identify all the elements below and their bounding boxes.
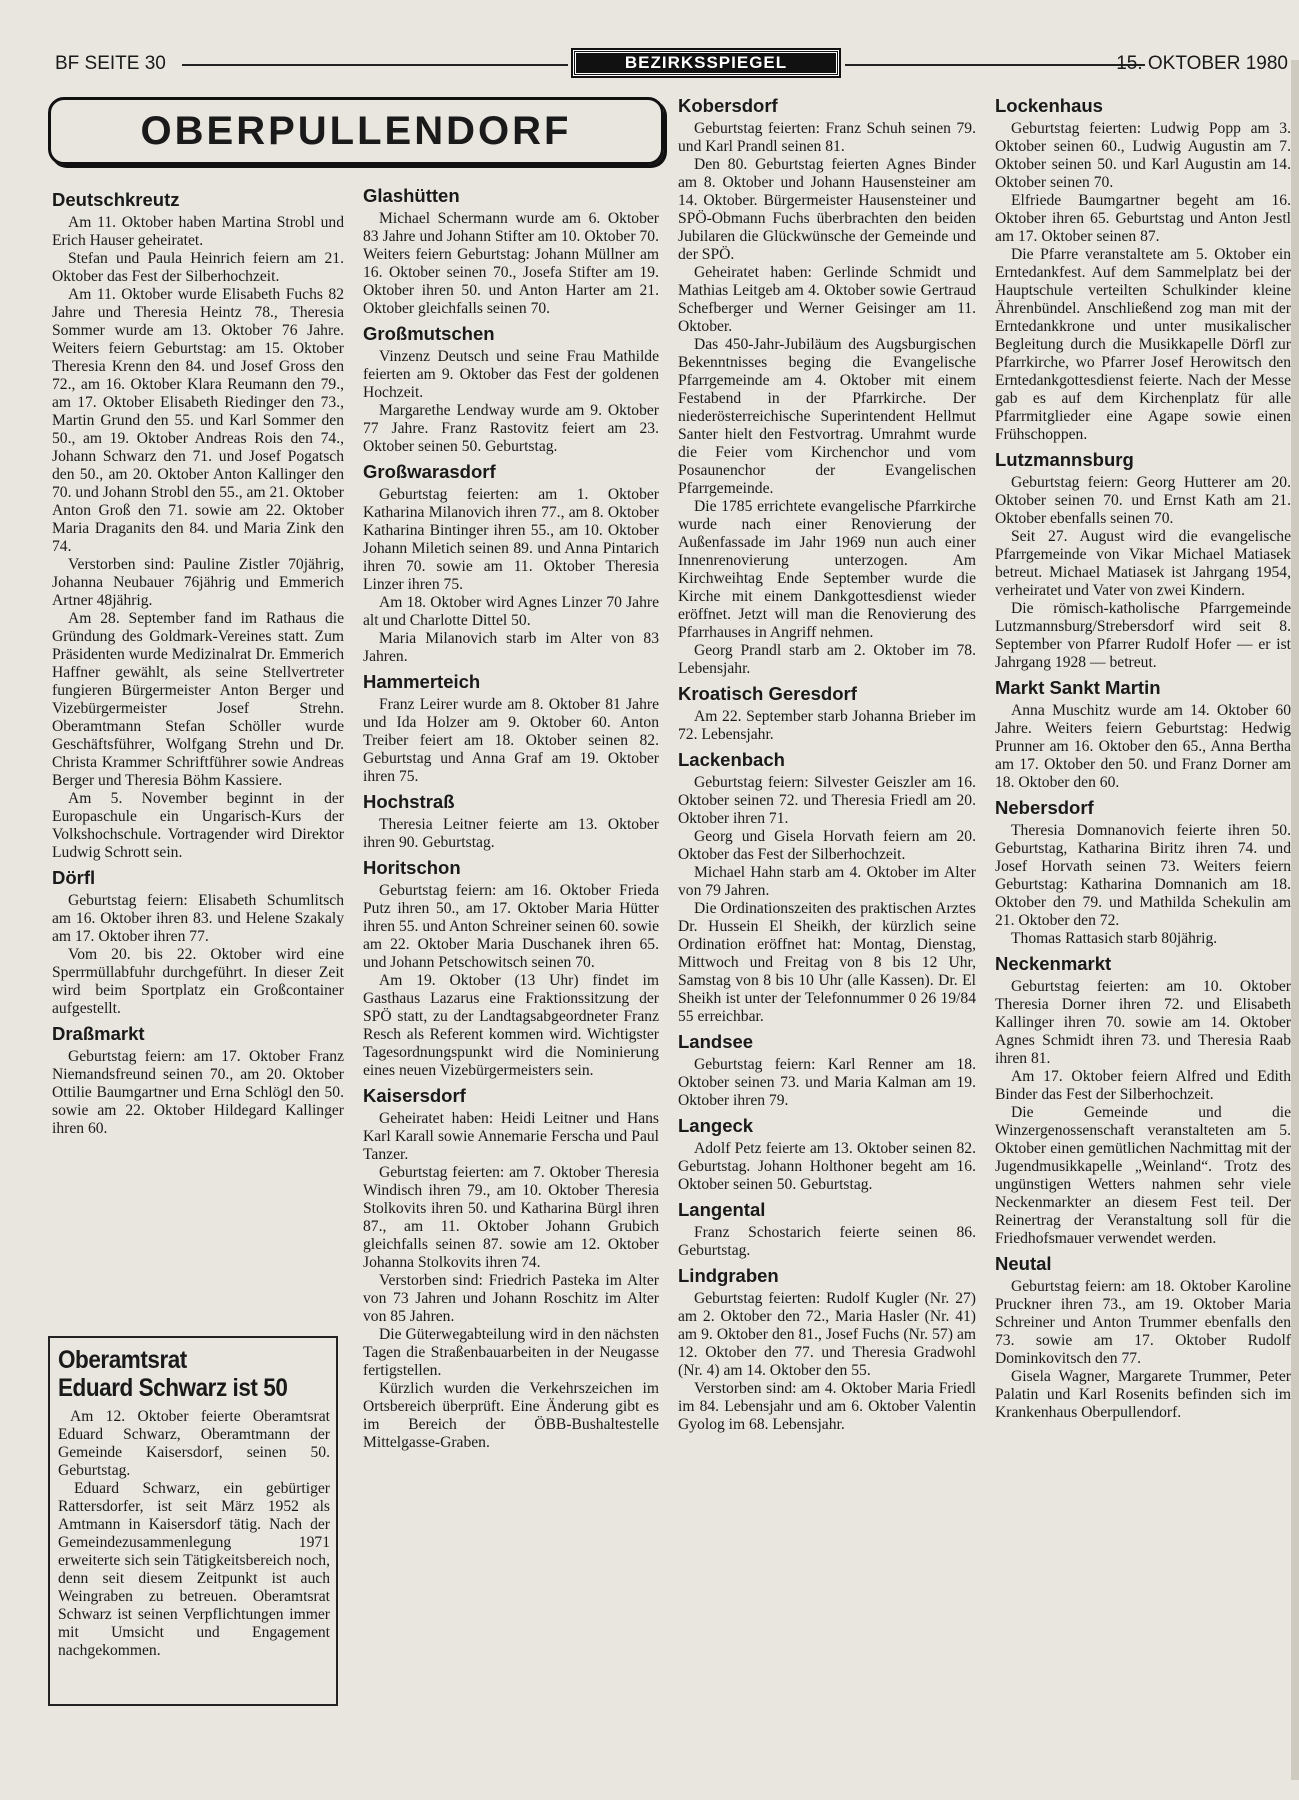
district-title-text: OBERPULLENDORF	[140, 109, 572, 153]
article-paragraph: Geburtstag feierten: am 1. Oktober Katharina Milanovich ihren 77., am 8. Oktober Katharina Bintinger ihren 55., am 10. Oktober Johann Miletich seinen 89. und Anna Pintarich ihren 70. sowie am 11. Oktober Theresia Linzer ihren 75.	[363, 486, 659, 593]
article-heading: Markt Sankt Martin	[995, 677, 1161, 698]
article-paragraph: Geburtstag feierten: Franz Schuh seinen 79. und Karl Prandl seinen 81.	[678, 120, 976, 155]
article-paragraph: Theresia Leitner feierte am 13. Oktober ihren 90. Geburtstag.	[363, 816, 659, 851]
article-paragraph: Am 5. November beginnt in der Europaschule ein Ungarisch-Kurs der Volkshochschule. Vortragender wird Direktor Ludwig Schrott sein.	[52, 790, 344, 861]
article-paragraph: Am 18. Oktober wird Agnes Linzer 70 Jahre alt und Charlotte Dittel 50.	[363, 594, 659, 629]
feature-paragraph: Am 12. Oktober feierte Oberamtsrat Eduard Schwarz, Oberamtmann der Gemeinde Kaisersdorf, seinen 50. Geburtstag.	[58, 1408, 330, 1479]
article-paragraph: Franz Leirer wurde am 8. Oktober 81 Jahre und Ida Holzer am 9. Oktober 60. Anton Treiber feiert am 18. Oktober seinen 82. Geburtstag und Anna Graf am 19. Oktober ihren 75.	[363, 696, 659, 785]
article-paragraph: Geburtstag feiern: am 17. Oktober Franz Niemandsfreund seinen 70., am 20. Oktober Ottilie Baumgartner und Erna Schlögl den 50. sowie am 22. Oktober Hildegard Kallinger ihren 60.	[52, 1048, 344, 1137]
header-rule-left	[182, 64, 568, 66]
article-paragraph: Die Gemeinde und die Winzergenossenschaft veranstalteten am 5. Oktober einen gemütlichen Nachmittag mit der Jugendmusikkapelle „Weinland“. Trotz des ungünstigen Wetters nahmen sehr viele Neckenmarkter an diesem Fest teil. Der Reinertrag der Veranstaltung soll für die Friedhofsmauer verwendet werden.	[995, 1104, 1291, 1247]
column-1	[52, 184, 344, 1138]
article-paragraph: Am 22. September starb Johanna Brieber im 72. Lebensjahr.	[678, 708, 976, 743]
article-paragraph: Geburtstag feiern: Silvester Geiszler am 16. Oktober seinen 72. und Theresia Friedl am 20. Oktober ihren 71.	[678, 774, 976, 827]
feature-box	[48, 1336, 338, 1706]
article-paragraph: Die römisch-katholische Pfarrgemeinde Lutzmannsburg/Strebersdorf wird seit 8. September von Pfarrer Rudolf Hofer — er ist Jahrgang 1928 — betreut.	[995, 600, 1291, 671]
article-paragraph: Geburtstag feierten: Rudolf Kugler (Nr. 27) am 2. Oktober den 72., Maria Hasler (Nr. 41) am 9. Oktober den 81., Josef Fuchs (Nr. 57) am 12. Oktober den 77. und Theresia Gradwohl (Nr. 4) am 14. Oktober den 55.	[678, 1290, 976, 1379]
page-header	[40, 50, 1288, 80]
article-paragraph: Verstorben sind: Friedrich Pasteka im Alter von 73 Jahren und Johann Roschitz im Alter von 85 Jahren.	[363, 1272, 659, 1325]
article-paragraph: Verstorben sind: Pauline Zistler 70jährig, Johanna Neubauer 76jährig und Emmerich Artner 48jährig.	[52, 556, 344, 609]
page-number: BF SEITE 30	[55, 53, 166, 74]
article-heading: Lindgraben	[678, 1265, 779, 1286]
article-paragraph: Georg Prandl starb am 2. Oktober im 78. Lebensjahr.	[678, 642, 976, 677]
article-heading: Lutzmannsburg	[995, 449, 1134, 470]
feature-paragraph: Eduard Schwarz, ein gebürtiger Rattersdorfer, ist seit März 1952 als Amtmann in Kaisersdorf tätig. Nach der Gemeindezusammenlegung 1971 erweiterte sich sein Tätigkeitsbereich noch, denn seit diesem Zeitpunkt ist auch Weingraben zu betreuen. Oberamtsrat Schwarz ist seinen Verpflichtungen immer mit Umsicht und Engagement nachgekommen.	[58, 1480, 330, 1659]
article-heading: Großwarasdorf	[363, 461, 496, 482]
article-paragraph: Kürzlich wurden die Verkehrszeichen im Ortsbereich überprüft. Eine Änderung gibt es im Bereich der ÖBB-Bushaltestelle Mittelgasse-Graben.	[363, 1380, 659, 1451]
article-paragraph: Am 11. Oktober haben Martina Strobl und Erich Hauser geheiratet.	[52, 214, 344, 249]
article-paragraph: Maria Milanovich starb im Alter von 83 Jahren.	[363, 630, 659, 665]
section-tag: BEZIRKSSPIEGEL	[573, 50, 839, 76]
article-paragraph: Gisela Wagner, Margarete Trummer, Peter Palatin und Karl Rosenits befinden sich im Krankenhaus Oberpullendorf.	[995, 1368, 1291, 1421]
article-paragraph: Michael Hahn starb am 4. Oktober im Alter von 79 Jahren.	[678, 864, 976, 899]
article-heading: Hochstraß	[363, 791, 455, 812]
article-heading: Glashütten	[363, 185, 460, 206]
header-rule-right	[845, 64, 1145, 66]
article-paragraph: Die 1785 errichtete evangelische Pfarrkirche wurde nach einer Renovierung der Außenfassade im Jahr 1969 nun auch einer Innenrenovierung unterzogen. Am Kirchweihtag Ende September wurde die Kirche mit einem Dankgottesdienst wieder eröffnet. Jetzt will man die Renovierung des Pfarrhauses in Angriff nehmen.	[678, 498, 976, 641]
district-title	[48, 97, 664, 165]
article-paragraph: Vinzenz Deutsch und seine Frau Mathilde feierten am 9. Oktober das Fest der goldenen Hochzeit.	[363, 348, 659, 401]
article-paragraph: Elfriede Baumgartner begeht am 16. Oktober ihren 65. Geburtstag und Anton Jestl am 17. Oktober seinen 87.	[995, 192, 1291, 245]
column-4	[995, 90, 1291, 1422]
article-paragraph: Geburtstag feierten: am 10. Oktober Theresia Dorner ihren 72. und Elisabeth Kallinger ihren 70. sowie am 14. Oktober Agnes Schmidt ihren 73. und Theresia Raab ihren 81.	[995, 978, 1291, 1067]
article-paragraph: Georg und Gisela Horvath feiern am 20. Oktober das Fest der Silberhochzeit.	[678, 828, 976, 863]
article-paragraph: Die Güterwegabteilung wird in den nächsten Tagen die Straßenbauarbeiten in der Neugasse fertigstellen.	[363, 1326, 659, 1379]
feature-box-title	[58, 1346, 328, 1402]
article-paragraph: Geburtstag feiern: Georg Hutterer am 20. Oktober seinen 70. und Ernst Kath am 21. Oktober ebenfalls seinen 70.	[995, 474, 1291, 527]
article-heading: Draßmarkt	[52, 1023, 145, 1044]
article-paragraph: Die Pfarre veranstaltete am 5. Oktober ein Erntedankfest. Auf dem Sammelplatz bei der Hauptschule verteilten Schulkinder kleine Ährenbündel. Anschließend zog man mit der Erntedankkrone und unter musikalischer Begleitung durch die Musikkapelle Dörfl zur Pfarrkirche, wo Pfarrer Josef Herowitsch den Erntedankgottesdienst feierte. Nach der Messe gab es auf dem Kirchenplatz für alle Pfarrmitglieder eine Agape sowie einen Frühschoppen.	[995, 246, 1291, 443]
article-paragraph: Thomas Rattasich starb 80jährig.	[1011, 930, 1218, 947]
feature-title-line-2: Eduard Schwarz ist 50	[58, 1374, 288, 1402]
article-paragraph: Geheiratet haben: Heidi Leitner und Hans Karl Karall sowie Annemarie Ferscha und Paul Tanzer.	[363, 1110, 659, 1163]
article-heading: Nebersdorf	[995, 797, 1094, 818]
article-heading: Neutal	[995, 1253, 1052, 1274]
article-heading: Neckenmarkt	[995, 953, 1112, 974]
article-heading: Großmutschen	[363, 323, 495, 344]
article-paragraph: Adolf Petz feierte am 13. Oktober seinen 82. Geburtstag. Johann Holthoner begeht am 16. Oktober seinen 50. Geburtstag.	[678, 1140, 976, 1193]
article-paragraph: Geburtstag feiern: Karl Renner am 18. Oktober seinen 73. und Maria Kalman am 19. Oktober ihren 79.	[678, 1056, 976, 1109]
article-paragraph: Theresia Domnanovich feierte ihren 50. Geburtstag, Katharina Biritz ihren 74. und Josef Horvath seinen 73. Weiters feiern Geburtstag: Katharina Domnanich am 18. Oktober den 79. und Mathilda Schekulin am 21. Oktober den 72.	[995, 822, 1291, 929]
page-edge	[1291, 60, 1299, 1780]
article-heading: Deutschkreutz	[52, 189, 180, 210]
article-paragraph: Geburtstag feiern: am 16. Oktober Frieda Putz ihren 50., am 17. Oktober Maria Hütter ihren 55. und Anton Schreiner seinen 60. sowie am 22. Oktober Maria Duschanek ihren 65. und Johann Petschowitsch seinen 70.	[363, 882, 659, 971]
article-heading: Langeck	[678, 1115, 754, 1136]
article-paragraph: Geburtstag feierten: Ludwig Popp am 3. Oktober seinen 60., Ludwig Augustin am 7. Oktober seinen 50. und Karl Augustin am 14. Oktober seinen 70.	[995, 120, 1291, 191]
article-paragraph: Franz Schostarich feierte seinen 86. Geburtstag.	[678, 1224, 976, 1259]
article-heading: Lockenhaus	[995, 95, 1103, 116]
article-paragraph: Geburtstag feiern: am 18. Oktober Karoline Pruckner ihren 73., am 19. Oktober Maria Schreiner und Anton Trummer ebenfalls den 73. sowie am 17. Oktober Rudolf Dominkovitsch den 77.	[995, 1278, 1291, 1367]
article-paragraph: Anna Muschitz wurde am 14. Oktober 60 Jahre. Weiters feiern Geburtstag: Hedwig Prunner am 16. Oktober den 65., Anna Bertha am 17. Oktober den 50. und Franz Dorner am 18. Oktober den 60.	[995, 702, 1291, 791]
article-paragraph: Geheiratet haben: Gerlinde Schmidt und Mathias Leitgeb am 4. Oktober sowie Gertraud Schefberger und Werner Geisinger am 11. Oktober.	[678, 264, 976, 335]
column-3	[678, 90, 976, 1434]
article-heading: Landsee	[678, 1031, 754, 1052]
article-paragraph: Stefan und Paula Heinrich feiern am 21. Oktober das Fest der Silberhochzeit.	[52, 250, 344, 285]
article-heading: Hammerteich	[363, 671, 481, 692]
article-heading: Lackenbach	[678, 749, 785, 770]
article-paragraph: Vom 20. bis 22. Oktober wird eine Sperrmüllabfuhr durchgeführt. In dieser Zeit wird beim Sportplatz ein Großcontainer aufgestellt.	[52, 946, 344, 1017]
article-heading: Dörfl	[52, 867, 96, 888]
article-paragraph: Michael Schermann wurde am 6. Oktober 83 Jahre und Johann Stifter am 10. Oktober 70. Weiters feiern Geburtstag: Johann Müllner am 16. Oktober seinen 70., Josefa Stifter am 19. Oktober ihren 50. und Anton Harter am 21. Oktober gleichfalls seinen 70.	[363, 210, 659, 317]
column-2	[363, 180, 659, 1452]
article-paragraph: Am 28. September fand im Rathaus die Gründung des Goldmark-Vereines statt. Zum Präsidenten wurde Medizinalrat Dr. Emmerich Haffner gewählt, als seine Stellvertreter fungieren Bürgermeister Anton Berger und Vizebürgermeister Josef Strehn. Oberamtmann Stefan Schöller wurde Geschäftsführer, Wolfgang Strehn und Dr. Christa Krammer Schriftführer sowie Andreas Berger und Theresia Böhm Kassiere.	[52, 610, 344, 789]
article-paragraph: Am 11. Oktober wurde Elisabeth Fuchs 82 Jahre und Theresia Heintz 78., Theresia Sommer wurde am 13. Oktober 76 Jahre. Weiters feiern Geburtstag: am 15. Oktober Theresia Krenn den 84. und Josef Gross den 72., am 16. Oktober Klara Reumann den 79., am 17. Oktober Elisabeth Riedinger den 73., Martin Grund den 55. und Karl Sommer den 50., am 19. Oktober Andreas Rois den 74., Johann Schwarz den 71. und Josef Pogatsch den 50., am 20. Oktober Anton Kallinger den 70. und Johann Strobl den 55., am 21. Oktober Anton Groß den 71. sowie am 22. Oktober Maria Draganits den 84. und Maria Zink den 74.	[52, 286, 344, 555]
article-paragraph: Geburtstag feiern: Elisabeth Schumlitsch am 16. Oktober ihren 83. und Helene Szakaly am 17. Oktober ihren 77.	[52, 892, 344, 945]
article-heading: Kobersdorf	[678, 95, 778, 116]
article-heading: Langental	[678, 1199, 766, 1220]
article-paragraph: Seit 27. August wird die evangelische Pfarrgemeinde von Vikar Michael Matiasek betreut. Michael Matiasek ist Jahrgang 1954, verheiratet und Vater von zwei Kindern.	[995, 528, 1291, 599]
article-paragraph: Den 80. Geburtstag feierten Agnes Binder am 8. Oktober und Johann Hausensteiner am 14. Oktober. Bürgermeister Hausensteiner und SPÖ-Obmann Fuchs überbrachten den beiden Jubilaren die Glückwünsche der Gemeinde und der SPÖ.	[678, 156, 976, 263]
article-paragraph: Verstorben sind: am 4. Oktober Maria Friedl im 84. Lebensjahr und am 6. Oktober Valentin Gyolog im 68. Lebensjahr.	[678, 1380, 976, 1433]
article-paragraph: Die Ordinationszeiten des praktischen Arztes Dr. Hussein El Sheikh, der kürzlich seine Ordination eröffnet hat: Montag, Dienstag, Mittwoch und Freitag von 8 bis 12 Uhr, Samstag von 8 bis 10 Uhr (alle Kassen). Dr. El Sheikh ist unter der Telefonnummer 0 26 19/84 55 erreichbar.	[678, 900, 976, 1025]
issue-date: 15. OKTOBER 1980	[1116, 53, 1288, 74]
feature-title-line-1: Oberamtsrat	[58, 1346, 187, 1374]
article-paragraph: Am 19. Oktober (13 Uhr) findet im Gasthaus Lazarus eine Fraktionssitzung der SPÖ statt, zu der Landtagsabgeordneter Franz Resch als Referent kommen wird. Wichtigster Tagesordnungspunkt wird die Nominierung eines neuen Vizebürgermeisters sein.	[363, 972, 659, 1079]
article-paragraph: Margarethe Lendway wurde am 9. Oktober 77 Jahre. Franz Rastovitz feiert am 23. Oktober seinen 50. Geburtstag.	[363, 402, 659, 455]
article-paragraph: Am 17. Oktober feiern Alfred und Edith Binder das Fest der Silberhochzeit.	[995, 1068, 1291, 1103]
article-heading: Kaisersdorf	[363, 1085, 466, 1106]
article-paragraph: Geburtstag feierten: am 7. Oktober Theresia Windisch ihren 79., am 10. Oktober Theresia Stolkovits ihren 50. und Katharina Bürgl ihren 87., am 11. Oktober Johann Grubich gleichfalls seinen 87. sowie am 12. Oktober Johanna Stolkovits ihren 74.	[363, 1164, 659, 1271]
article-heading: Kroatisch Geresdorf	[678, 683, 857, 704]
article-heading: Horitschon	[363, 857, 461, 878]
article-paragraph: Das 450-Jahr-Jubiläum des Augsburgischen Bekenntnisses beging die Evangelische Pfarrgemeinde am 4. Oktober mit einem Festabend in der Pfarrkirche. Der niederösterreichische Superintendent Hellmut Santer hielt den Festvortrag. Umrahmt wurde die Feier vom Kirchenchor und vom Posaunenchor der Evangelischen Pfarrgemeinde.	[678, 336, 976, 497]
